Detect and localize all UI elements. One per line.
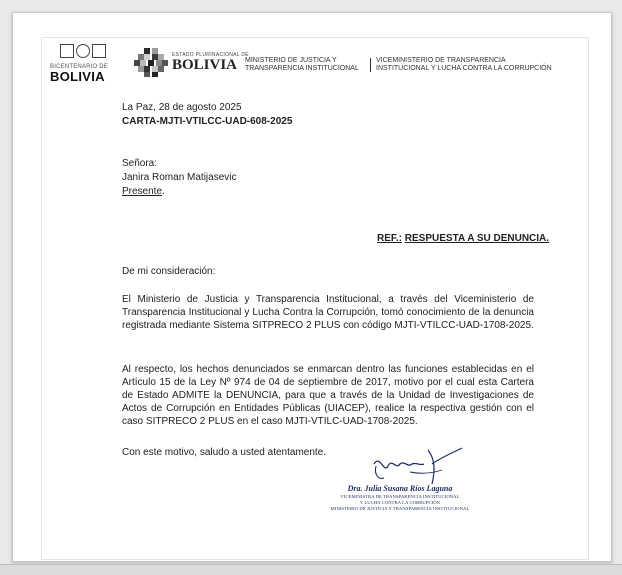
bicentenary-logo <box>50 44 112 83</box>
signer-title-2: Y LUCHA CONTRA LA CORRUPCIÓN <box>359 500 441 505</box>
reference-text: RESPUESTA A SU DENUNCIA. <box>404 233 550 244</box>
present-word: Presente <box>122 186 163 197</box>
letter-code: CARTA-MJTI-VTILCC-UAD-608-2025 <box>122 116 293 127</box>
present-line <box>122 185 165 198</box>
viceministry-line-1: VICEMINISTERIO DE TRANSPARENCIA <box>376 57 506 64</box>
body-paragraph-2: Al respecto, los hechos denunciados se enmarcan dentro las funciones establecidas en el Artículo 15 de la Ley Nº 974 de 04 de septiembre de 2017, motivo por el cual esta Cartera de Estado ADMITE la DENUNCIA, para que a través de la Unidad de Investigaciones de Actos de Corrupción en Entidades Públicas (UIACEP), realice la respectiva gestión con el caso SITPRECO 2 PLUS en el caso MJTI-VTILC-UAD-1708-2025. <box>122 364 534 427</box>
bicentenary-small-text: BICENTENARIO DE <box>50 64 109 70</box>
signer-title-3: MINISTERIO DE JUSTICIA Y TRANSPARENCIA INSTITUCIONAL <box>330 506 470 511</box>
bicentenary-emblem-icon <box>50 44 112 58</box>
viceministry-line-2: INSTITUCIONAL Y LUCHA CONTRA LA CORRUPCIÓN <box>376 65 552 72</box>
signer-name: Dra. Julia Susana Ríos Laguna <box>347 484 453 493</box>
state-emblem-icon <box>132 46 170 78</box>
ministry-line-2: TRANSPARENCIA INSTITUCIONAL <box>245 65 359 72</box>
body-paragraph-1: El Ministerio de Justicia y Transparencia Institucional, a través del Viceministerio de Transparencia Institucional y Lucha Contra la Corrupción, tomó conocimiento de la denuncia registrada mediante Sistema SITPRECO 2 PLUS con código MJTI-VTILCC-UAD-1708-2025. <box>122 294 534 331</box>
state-small-text: ESTADO PLURINACIONAL DE <box>172 52 249 58</box>
recipient-name: Janira Roman Matijasevic <box>122 172 237 183</box>
reference-line <box>377 232 549 245</box>
reference-label: REF.: <box>377 233 402 244</box>
letterhead <box>50 38 570 84</box>
present-dot: . <box>162 186 165 197</box>
state-big-text: BOLIVIA <box>172 57 238 73</box>
viewer-status-bar <box>0 564 622 575</box>
signature-stamp <box>330 484 470 512</box>
ministry-line-1: MINISTERIO DE JUSTICIA Y <box>245 57 337 64</box>
greeting: De mi consideración: <box>122 266 216 277</box>
signer-title-1: VICEMINISTRA DE TRANSPARENCIA INSTITUCIONAL <box>340 494 460 499</box>
letter-date: La Paz, 28 de agosto 2025 <box>122 102 242 113</box>
salutation: Señora: <box>122 158 158 169</box>
letter-page <box>12 12 612 562</box>
ministry-name <box>245 57 359 73</box>
state-name-block <box>172 52 249 72</box>
header-divider <box>370 58 371 72</box>
bicentenary-big-text: BOLIVIA <box>50 69 105 84</box>
viceministry-name <box>376 57 552 73</box>
closing-line: Con este motivo, saludo a usted atentamente. <box>122 447 327 458</box>
